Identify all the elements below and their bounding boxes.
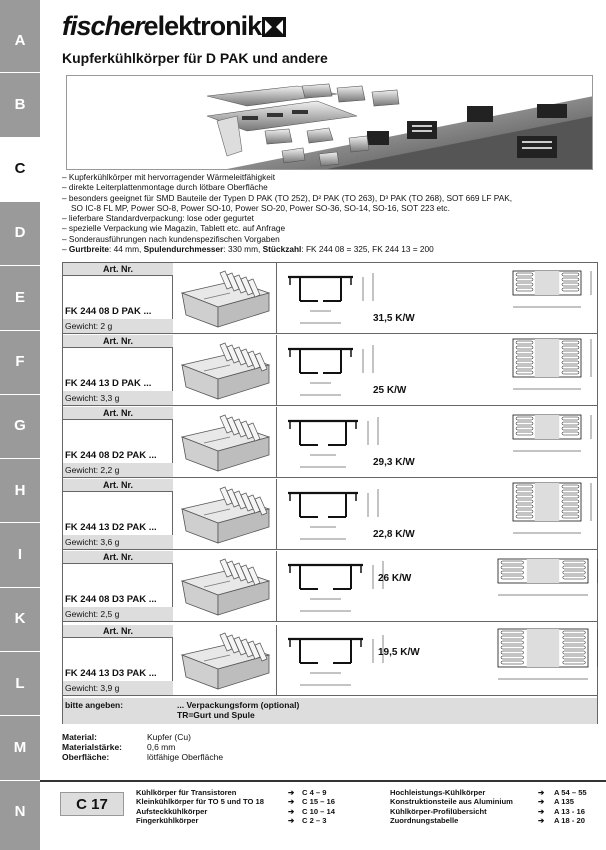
part-number: FK 244 08 D PAK ... [65, 306, 152, 317]
order-note-row [63, 698, 597, 724]
arrow-right-icon: ➔ [538, 815, 545, 825]
index-tab-h[interactable]: H [14, 481, 26, 499]
material-key: Material: [62, 732, 97, 742]
tab-divider [0, 522, 40, 523]
product-row [63, 407, 597, 478]
article-cell [63, 335, 173, 405]
drawing-cell [278, 407, 598, 477]
cross-reference-page: A 13 - 16 [554, 806, 585, 816]
article-header: Art. Nr. [63, 551, 173, 564]
tape-stueck-value: : FK 244 08 = 325, FK 244 13 = 200 [301, 244, 434, 255]
material-key: Oberfläche: [62, 752, 110, 762]
article-header: Art. Nr. [63, 335, 173, 348]
feature-item: – Sonderausführungen nach kundenspezifischen Vorgaben [62, 233, 280, 244]
tape-spule-value: : 330 mm, [223, 244, 261, 255]
heatsink-3d-image [174, 335, 277, 405]
feature-item: SO IC-8 FL MP, Power SO-8, Power SO-10, Power SO-20, Power SO-36, SO-14, SO-16, SOT 223 etc. [71, 202, 450, 213]
material-key: Materialstärke: [62, 742, 123, 752]
tab-divider [0, 458, 40, 459]
heatsink-3d-image [174, 479, 277, 549]
image-cell [174, 407, 277, 477]
technical-drawing [278, 263, 598, 333]
drawing-cell [278, 551, 598, 621]
feature-item: – Kupferkühlkörper mit hervorragender Wärmeleitfähigkeit [62, 172, 276, 182]
product-row [63, 551, 597, 622]
tape-line: – Gurtbreite: 44 mm, Spulendurchmesser: 330 mm, Stückzahl: FK 244 08 = 325, FK 244 13 = 200 [62, 244, 434, 255]
article-header: Art. Nr. [63, 407, 173, 420]
article-header: Art. Nr. [63, 263, 173, 276]
arrow-right-icon: ➔ [288, 788, 295, 797]
weight: Gewicht: 2 g [63, 319, 173, 333]
technical-drawing [278, 407, 598, 477]
technical-drawing [278, 479, 598, 549]
cross-reference-label: Konstruktionsteile aus Aluminium [390, 797, 513, 807]
weight: Gewicht: 2,2 g [63, 463, 173, 477]
cross-reference-label: Kühlkörper-Profilübersicht [390, 806, 487, 816]
arrow-right-icon: ➔ [288, 797, 295, 807]
weight: Gewicht: 3,6 g [63, 535, 173, 549]
technical-drawing [278, 625, 598, 695]
product-row [63, 263, 597, 334]
cross-reference-page: C 10 – 14 [302, 806, 335, 816]
brand-name-part2: elektronik [143, 11, 262, 41]
order-note-label: bitte angeben: [65, 700, 124, 710]
drawing-cell [278, 479, 598, 549]
cross-reference-label: Fingerkühlkörper [136, 815, 199, 825]
cross-reference-page: C 4 – 9 [302, 788, 327, 797]
cross-reference-page: C 15 – 16 [302, 797, 335, 807]
index-tab-f[interactable]: F [15, 353, 25, 370]
thermal-resistance: 31,5 K/W [373, 313, 415, 324]
order-note-line1: ... Verpackungsform (optional) [177, 700, 300, 710]
article-cell [63, 551, 173, 621]
heatsink-3d-image [174, 407, 277, 477]
cross-reference-label: Aufsteckkühlkörper [136, 806, 208, 816]
technical-drawing [278, 335, 598, 405]
brand-logo [62, 11, 261, 42]
heatsink-3d-image [174, 263, 277, 333]
feature-item: – spezielle Verpackung wie Magazin, Tablett etc. auf Anfrage [62, 223, 286, 234]
index-tab-n[interactable]: N [14, 803, 26, 821]
product-row [63, 625, 597, 696]
index-tab-c[interactable]: C [0, 137, 40, 201]
index-tab-i[interactable]: I [17, 545, 23, 563]
order-note-line2: TR=Gurt und Spule [177, 710, 255, 720]
drawing-cell [278, 263, 598, 333]
part-number: FK 244 08 D2 PAK ... [65, 450, 157, 461]
weight: Gewicht: 2,5 g [63, 607, 173, 621]
image-cell [174, 263, 277, 333]
thermal-resistance: 19,5 K/W [378, 647, 420, 658]
index-tab-b[interactable]: B [14, 95, 26, 113]
product-row [63, 479, 597, 550]
thermal-resistance: 25 K/W [373, 385, 407, 396]
tape-stueck-label: Stückzahl [262, 244, 302, 255]
article-cell [63, 263, 173, 333]
page-title: Kupferkühlkörper für D PAK und andere [62, 50, 328, 66]
cross-reference-page: A 18 - 20 [554, 815, 585, 825]
product-table [62, 262, 598, 724]
tab-divider [0, 715, 40, 716]
feature-item: – lieferbare Standardverpackung: lose oder gegurtet [62, 213, 254, 224]
tab-divider [0, 137, 40, 138]
part-number: FK 244 08 D3 PAK ... [65, 594, 157, 605]
tab-divider [0, 265, 40, 266]
tab-divider [0, 72, 40, 73]
article-cell [63, 625, 173, 695]
feature-item: – besonders geeignet für SMD Bauteile der Typen D PAK (TO 252), D² PAK (TO 263), D³ PAK (TO 268), SOT 669 LF PAK, [62, 192, 513, 203]
index-tab-m[interactable]: M [13, 738, 27, 756]
arrow-right-icon: ➔ [288, 815, 295, 825]
product-row [63, 335, 597, 406]
part-number: FK 244 13 D2 PAK ... [65, 522, 157, 533]
image-cell [174, 551, 277, 621]
drawing-cell [278, 625, 598, 695]
index-tab-d[interactable]: D [14, 224, 26, 242]
part-number: FK 244 13 D3 PAK ... [65, 668, 157, 679]
cross-reference-label: Kleinkühlkörper für TO 5 und TO 18 [136, 797, 264, 807]
part-number: FK 244 13 D PAK ... [65, 378, 152, 389]
material-value: 0,6 mm [147, 742, 176, 752]
page-footer [40, 780, 606, 850]
image-cell [174, 479, 277, 549]
article-cell [63, 407, 173, 477]
tape-spule-label: Spulendurchmesser [143, 244, 224, 255]
cross-reference-label: Kühlkörper für Transistoren [136, 788, 237, 797]
arrow-right-icon: ➔ [538, 788, 545, 797]
tab-divider [0, 201, 40, 202]
heatsink-3d-image [174, 551, 277, 621]
feature-list [62, 172, 597, 254]
product-hero-image [66, 75, 593, 170]
feature-item: – direkte Leiterplattenmontage durch lötbare Oberfläche [62, 182, 268, 193]
index-tab-a[interactable]: A [14, 31, 26, 49]
thermal-resistance: 29,3 K/W [373, 457, 415, 468]
article-header: Art. Nr. [63, 479, 173, 492]
tape-gurt-value: : 44 mm, [109, 244, 142, 255]
order-note-text [177, 700, 299, 720]
brand-name-part1: fischer [62, 11, 144, 41]
material-value: lötfähige Oberfläche [147, 752, 224, 762]
article-header: Art. Nr. [63, 625, 173, 638]
article-cell [63, 479, 173, 549]
thermal-resistance: 22,8 K/W [373, 529, 415, 540]
index-tab-strip [0, 0, 40, 850]
technical-drawing [278, 551, 598, 621]
tab-divider [0, 780, 40, 781]
tab-divider [0, 330, 40, 331]
image-cell [174, 625, 277, 695]
tab-divider [0, 587, 40, 588]
tab-divider [0, 394, 40, 395]
material-value: Kupfer (Cu) [147, 732, 191, 742]
weight: Gewicht: 3,3 g [63, 391, 173, 405]
drawing-cell [278, 335, 598, 405]
weight: Gewicht: 3,9 g [63, 681, 173, 695]
heatsink-3d-image [174, 625, 277, 695]
cross-reference-page: A 135 [554, 797, 574, 807]
index-tab-e[interactable]: E [14, 288, 25, 306]
index-tab-k[interactable]: K [14, 610, 26, 628]
page-number: C 17 [60, 792, 124, 816]
brand-mark-icon [262, 17, 286, 37]
arrow-right-icon: ➔ [538, 806, 545, 816]
index-tab-g[interactable]: G [14, 417, 26, 435]
tab-divider [0, 651, 40, 652]
image-cell [174, 335, 277, 405]
index-tab-l[interactable]: L [15, 674, 25, 692]
arrow-right-icon: ➔ [538, 797, 545, 807]
thermal-resistance: 26 K/W [378, 573, 412, 584]
arrow-right-icon: ➔ [288, 806, 295, 816]
cross-reference-label: Zuordnungstabelle [390, 815, 459, 825]
cross-reference-label: Hochleistungs-Kühlkörper [390, 788, 486, 797]
cross-reference-page: A 54 – 55 [554, 788, 587, 797]
cross-reference-page: C 2 – 3 [302, 815, 327, 825]
tape-gurt-label: Gurtbreite [68, 244, 110, 255]
